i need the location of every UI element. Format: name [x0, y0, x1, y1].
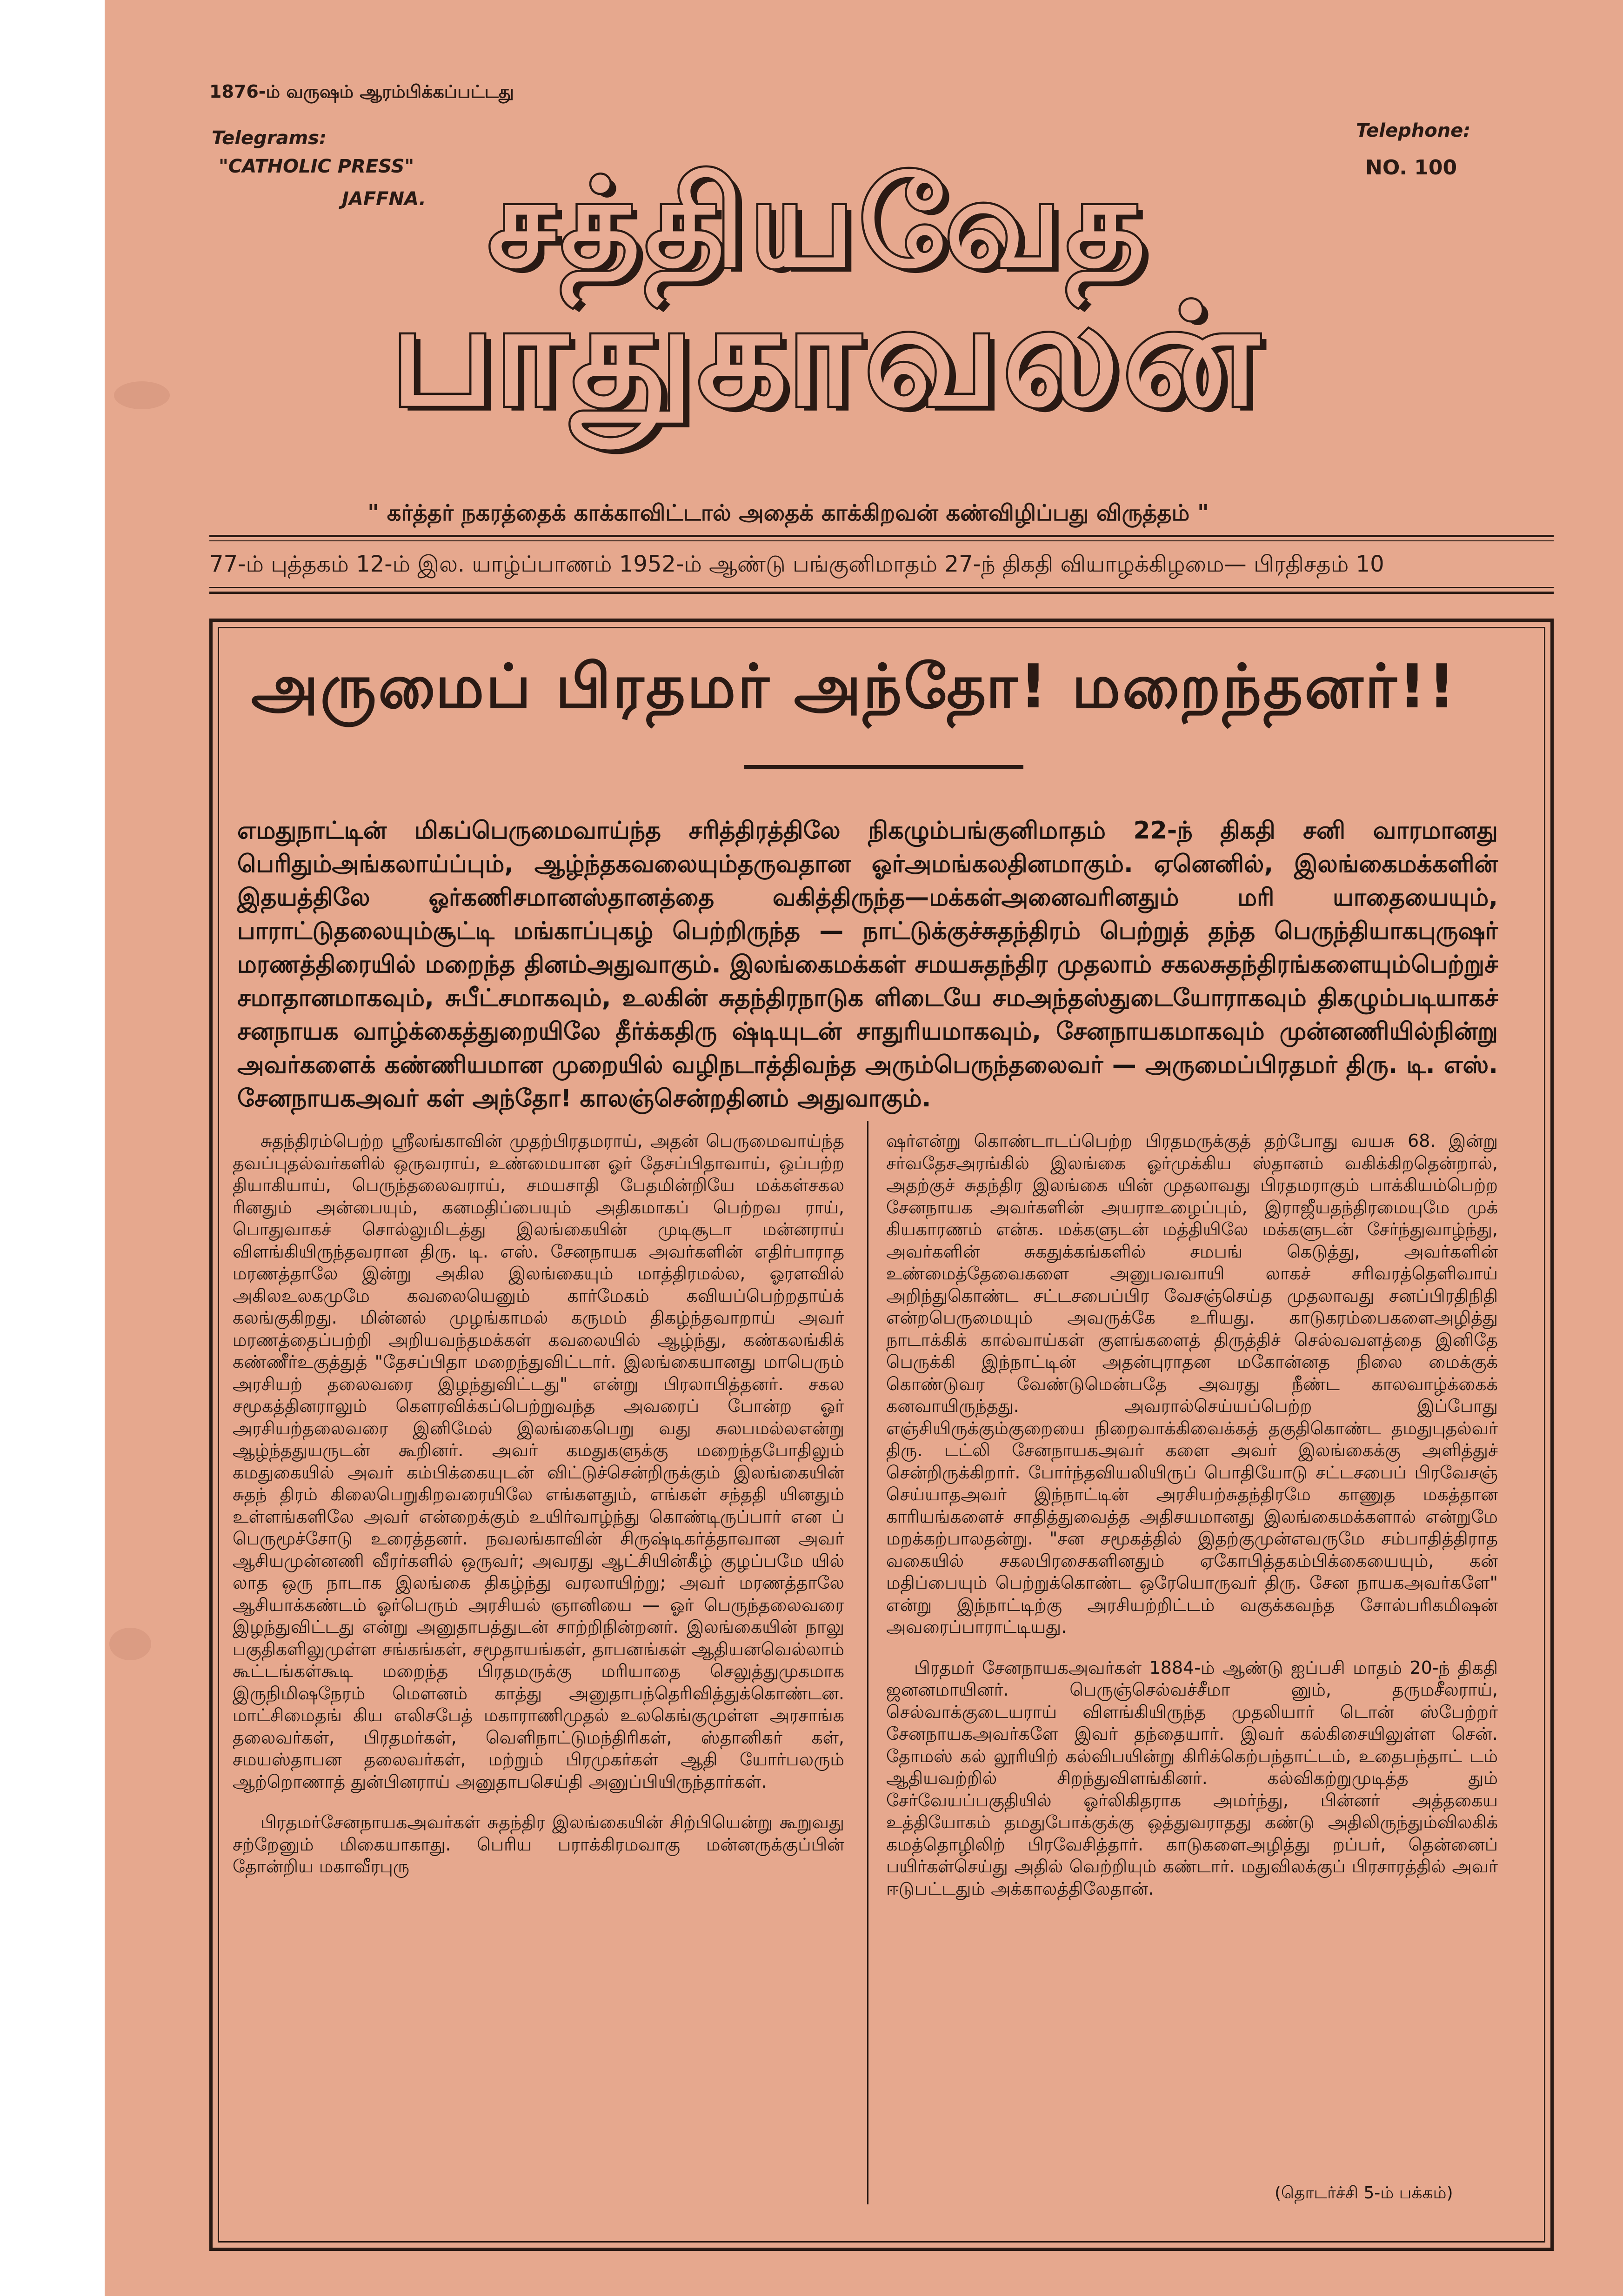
masthead-title-line2: பாதுகாவலன்	[391, 274, 1263, 437]
rule-top-thin	[209, 540, 1554, 541]
rule-bottom-thin	[209, 587, 1554, 588]
stain	[109, 1628, 151, 1660]
issue-line: 77-ம் புத்தகம் 12-ம் இல. யாழ்ப்பாணம் 1952-ம் ஆண்டு பங்குனிமாதம் 27-ந் திகதி வியாழக்கிழமை— பிரதிசதம் 10	[209, 551, 1384, 577]
scan-margin	[0, 0, 105, 2296]
motto: " கர்த்தர் நகரத்தைக் காக்காவிட்டால் அதைக் காக்கிறவன் கண்விழிப்பது விருத்தம் "	[367, 500, 1209, 526]
telephone-value: NO. 100	[1365, 156, 1457, 180]
rule-top	[209, 535, 1554, 537]
column-right	[886, 1130, 1498, 1918]
column-left	[233, 1130, 844, 1897]
column-left-paragraph-2: பிரதமர்சேனநாயகஅவர்கள் சுதந்திர இலங்கையின் சிற்பியென்று கூறுவது சற்றேனும் மிகையாகாது. பெரிய பராக்கிரமவாகு மன்னருக்குப்பின் தோன்றிய மகாவீரபுரு	[233, 1812, 844, 1877]
article-intro: எமதுநாட்டின் மிகப்பெருமைவாய்ந்த சரித்திரத்திலே நிகழும்பங்குனிமாதம் 22-ந் திகதி சனி வாரமானது பெரிதும்அங்கலாய்ப்பும், ஆழ்ந்தகவலையும்தருவதான ஓர்அமங்கலதினமாகும். ஏனெனில், இலங்கைமக்களின் இதயத்திலே ஓர்கணிசமானஸ்தானத்தை வகித்திருந்த—மக்கள்அனைவரினதும் மரி யாதையையும், பாராட்டுதலையும்சூட்டி மங்காப்புகழ் பெற்றிருந்த — நாட்டுக்குச்சுதந்திரம் பெற்றுத் தந்த பெருந்தியாகபுருஷர் மரணத்திரையில் மறைந்த தினம்அதுவாகும். இலங்கைமக்கள் சமயசுதந்திர முதலாம் சகலசுதந்திரங்களையும்பெற்றுச் சமாதானமாகவும், சுபீட்சமாகவும், உலகின் சுதந்திரநாடுக ளிடையே சமஅந்தஸ்துடையோராகவும் திகழும்படியாகச் சனநாயக வாழ்க்கைத்துறையிலே தீர்க்கதிரு ஷ்டியுடன் சாதுரியமாகவும், சேனநாயகமாகவும் முன்னணியில்நின்று அவர்களைக் கண்ணியமான முறையில் வழிநடாத்திவந்த அரும்பெருந்தலைவர் — அருமைப்பிரதமர் திரு. டி. எஸ். சேனநாயகஅவர் கள் அந்தோ! காலஞ்சென்றதினம் அதுவாகும்.	[237, 817, 1498, 1112]
telephone-label: Telephone:	[1356, 120, 1471, 141]
headline: அருமைப் பிரதமர் அந்தோ! மறைந்தனர்!!	[251, 651, 1457, 722]
telegrams-label: Telegrams:	[212, 127, 327, 149]
column-right-paragraph-1: ஷர்என்று கொண்டாடப்பெற்ற பிரதமருக்குத் தற்போது வயசு 68. இன்று சர்வதேசஅரங்கில் இலங்கை ஓர்முக்கிய ஸ்தானம் வகிக்கிறதென்றால், அதற்குச் சுதந்திர இலங்கை யின் முதலாவது பிரதமராகும் பாக்கியம்பெற்ற சேனநாயக அவர்களின் அயராஉழைப்பும், இராஜீயதந்திரமையுமே முக் கியகாரணம் என்க. மக்களுடன் மத்தியிலே மக்களுடன் சேர்ந்துவாழ்ந்து, அவர்களின் சுகதுக்கங்களில் சமபங் கெடுத்து, அவர்களின் உண்மைத்தேவைகளை அனுபவவாயி லாகச் சரிவரத்தெளிவாய் அறிந்துகொண்ட சட்டசபைப்பிர வேசஞ்செய்த முதலாவது சனப்பிரதிநிதி என்றபெருமையும் அவருக்கே உரியது. காடுகரம்பைகளைஅழித்து நாடாக்கிக் கால்வாய்கள் குளங்களைத் திருத்திச் செல்வவளத்தை இனிதே பெருக்கி இந்நாட்டின் அதன்புராதன மகோன்னத நிலை மைக்குக் கொண்டுவர வேண்டுமென்பதே அவரது நீண்ட காலவாழ்க்கைக் கனவாயிருந்தது. அவரால்செய்யப்பெற்ற இப்போது எஞ்சியிருக்கும்குறையை நிறைவாக்கிவைக்கத் தகுதிகொண்ட தமதுபுதல்வர் திரு. டட்லி சேனநாயகஅவர் களை அவர் இலங்கைக்கு அளித்துச் சென்றிருக்கிறார். போர்ந்தவியலியிருப் பொதியோடு சட்டசபைப் பிரவேசஞ் செய்யாதஅவர் இந்நாட்டின் அரசியற்சுதந்திரமே காணுத மகத்தான காரியங்களைச் சாதித்துவைத்த அதிசயமானது இலங்கைமக்களால் என்றுமே மறக்கற்பாலதன்று. "சன சமூகத்தில் இதற்குமுன்எவருமே சம்பாதித்திராத வகையில் சகலபிரசைகளினதும் ஏகோபித்தகம்பிக்கையையும், கன் மதிப்பையும் பெற்றுக்கொண்ட ஒரேயொருவர் திரு. சேன நாயகஅவர்களே" என்று இந்நாட்டிற்கு அரசியற்றிட்டம் வகுக்கவந்த சோல்பரிகமிஷன் அவரைப்பாராட்டியது.	[886, 1131, 1498, 1637]
telegrams-value: "CATHOLIC PRESS"	[219, 156, 414, 177]
column-divider	[867, 1121, 868, 2204]
established-note: 1876-ம் வருஷம் ஆரம்பிக்கப்பட்டது	[209, 81, 514, 102]
column-right-paragraph-2: பிரதமர் சேனநாயகஅவர்கள் 1884-ம் ஆண்டு ஐப்பசி மாதம் 20-ந் திகதி ஜனனமாயினர். பெருஞ்செல்வச்சீமா னும், தருமசீலராய், செல்வாக்குடையராய் விளங்கியிருந்த முதலியார் டொன் ஸ்பேற்றர் சேனநாயகஅவர்களே இவர் தந்தையார். இவர் கல்கிசையிலுள்ள சென். தோமஸ் கல் லூரியிற் கல்விபயின்று கிரிக்கெற்பந்தாட்டம், உதைபந்தாட் டம் ஆதியவற்றில் சிறந்துவிளங்கினர். கல்விகற்றுமுடித்த தும் சேர்வேயப்பகுதியில் ஓர்லிகிதராக அமர்ந்து, பின்னர் அத்தகைய உத்தியோகம் தமதுபோக்குக்கு ஒத்துவராதது கண்டு அதிலிருந்தும்விலகிக் கமத்தொழிலிற் பிரவேசித்தார். காடுகளைஅழித்து றப்பர், தென்னைப் பயிர்கள்செய்து அதில் வெற்றியும் கண்டார். மதுவிலக்குப் பிரசாரத்தில் அவர் ஈடுபட்டதும் அக்காலத்திலேதான்.	[886, 1657, 1498, 1899]
telegrams-city: JAFFNA.	[342, 188, 426, 210]
masthead-title-line1: சத்தியவேத	[488, 153, 1151, 294]
column-left-paragraph-1: சுதந்திரம்பெற்ற ஸ்ரீலங்காவின் முதற்பிரதமராய், அதன் பெருமைவாய்ந்த தவப்புதல்வர்களில் ஒருவராய், உண்மையான ஓர் தேசப்பிதாவாய், ஒப்பற்ற தியாகியாய், பெருந்தலைவராய், சமயசாதி பேதமின்றியே மக்கள்சகல ரினதும் அன்பையும், கனமதிப்பையும் அதிகமாகப் பெற்றவ ராய், பொதுவாகச் சொல்லுமிடத்து இலங்கையின் முடிசூடா மன்னராய் விளங்கியிருந்தவரான திரு. டி. எஸ். சேனநாயக அவர்களின் எதிர்பாராத மரணத்தாலே இன்று அகில இலங்கையும் மாத்திரமல்ல, ஓரளவில் அகிலஉலகமுமே கவலையெனும் கார்மேகம் கவியப்பெற்றதாய்க் கலங்குகிறது. மின்னல் முழங்காமல் கருமம் திகழ்ந்தவாறாய் அவர் மரணத்தைப்பற்றி அறியவந்தமக்கள் கவலையில் ஆழ்ந்து, கண்கலங்கிக் கண்ணீர்உகுத்துத் "தேசப்பிதா மறைந்துவிட்டார். இலங்கையானது மாபெரும் அரசியற் தலைவரை இழந்துவிட்டது" என்று பிரலாபித்தனர். சகல சமூகத்தினராலும் கௌரவிக்கப்பெற்றுவந்த அவரைப் போன்ற ஓர் அரசியற்தலைவரை இனிமேல் இலங்கைபெறு வது சுலபமல்லஎன்று ஆழ்ந்ததுயருடன் கூறினர். அவர் கமதுகளுக்கு மறைந்தபோதிலும் கமதுகையில் அவர் கம்பிக்கையுடன் விட்டுச்சென்றிருக்கும் இலங்கையின் சுதந் திரம் கிலைபெறுகிறவரையிலே எங்களதும், எங்கள் சந்ததி யினதும் உள்ளங்களிலே அவர் என்றைக்கும் உயிர்வாழ்ந்து கொண்டிருப்பார் என ப் பெருமூச்சோடு உரைத்தனர். நவலங்காவின் சிருஷ்டிகர்த்தாவான அவர் ஆசியமுன்னணி வீரர்களில் ஒருவர்; அவரது ஆட்சியின்கீழ் குழப்பமே யில் லாத ஒரு நாடாக இலங்கை திகழ்ந்து வரலாயிற்று; அவர் மரணத்தாலே ஆசியாக்கண்டம் ஓர்பெரும் அரசியல் ஞானியை — ஓர் பெருந்தலைவரை இழந்துவிட்டது என்று அனுதாபத்துடன் சாற்றிநின்றனர். இலங்கையின் நாலு பகுதிகளிலுமுள்ள சங்கங்கள், சமூதாயங்கள், தாபனங்கள் ஆதியனவெல்லாம் கூட்டங்கள்கூடி மறைந்த பிரதமருக்கு மரியாதை செலுத்துமுகமாக இருநிமிஷநேரம் மௌனம் காத்து அனுதாபந்தெரிவித்துக்கொண்டன. மாட்சிமைதங் கிய எலிசபேத் மகாராணிமுதல் உலகெங்குமுள்ள அரசாங்க தலைவர்கள், பிரதமர்கள், வெளிநாட்டுமந்திரிகள், ஸ்தானிகர் கள், சமயஸ்தாபன தலைவர்கள், மற்றும் பிரமுகர்கள் ஆதி யோர்பலரும் ஆற்றொணாத் துன்பினராய் அனுதாபசெய்தி அனுப்பியிருந்தார்கள்.	[233, 1131, 844, 1792]
continued-note: (தொடர்ச்சி 5-ம் பக்கம்)	[1275, 2183, 1453, 2203]
headline-underline	[744, 765, 1023, 769]
stain	[114, 381, 170, 409]
rule-bottom	[209, 592, 1554, 594]
